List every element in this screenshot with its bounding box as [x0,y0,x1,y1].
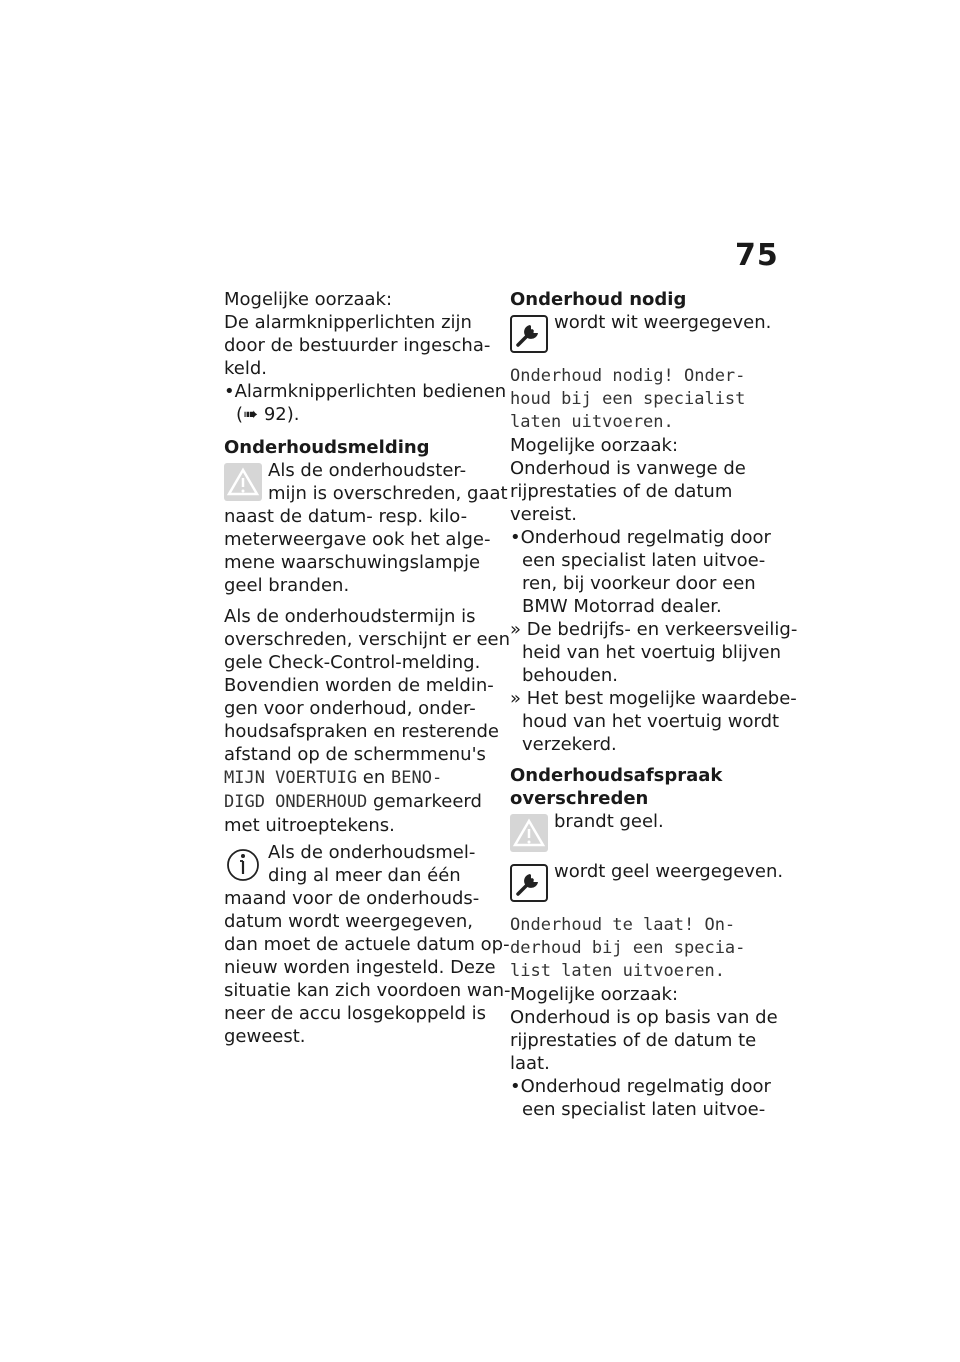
text-line: Onderhoud nodig! Onder- [510,366,746,386]
text-line: Onderhoud te laat! On- [510,915,736,935]
text-line: •Onderhoud regelmatig door [510,527,771,548]
text-line: vereist. [510,504,577,525]
wrench-icon [510,864,548,902]
text-line: meterweergave ook het alge- [224,529,491,550]
display-message [510,365,782,434]
bullet-item [510,1075,782,1121]
text-line: houd bij een specialist [510,389,746,409]
text-line: laten uitvoeren. [510,412,674,432]
section-heading: Onderhoudsmelding [224,437,430,458]
body-paragraph [224,605,511,837]
text-line: » De bedrijfs- en verkeersveilig- [510,619,798,640]
text-line: Als de onderhoudsmel- [268,842,476,863]
display-message [510,914,782,983]
text-line: brandt geel. [554,811,664,832]
text-line: neer de accu losgekoppeld is [224,1003,486,1024]
text-line: naast de datum- resp. kilo- [224,506,468,527]
connector-text: en [357,767,391,788]
text-line: overschreden, verschijnt er een [224,629,511,650]
page-reference-link[interactable]: (➠ 92). [236,404,300,425]
result-item [510,687,797,756]
warning-note [224,459,508,505]
text-line: De alarmknipperlichten zijn [224,312,472,333]
text-line: maand voor de onderhouds- [224,888,480,909]
cause-paragraph [224,288,492,380]
text-line: gen voor onderhoud, onder- [224,698,476,719]
warning-note [510,810,782,856]
text-line: houdsafspraken en resterende [224,721,500,742]
text-line: •Onderhoud regelmatig door [510,1076,771,1097]
result-item [510,618,798,687]
text-line: laat. [510,1053,550,1074]
text-line: wordt geel weergegeven. [554,861,784,882]
text-line: keld. [224,358,268,379]
text-line [224,790,492,814]
text-line: geel branden. [224,575,350,596]
warning-triangle-icon [224,463,262,501]
text-line: mene waarschuwingslampje [224,552,481,573]
menu-name: DIGD ONDERHOUD [224,792,368,812]
text-line: nieuw worden ingesteld. Deze [224,957,496,978]
text-line: situatie kan zich voordoen wan- [224,980,511,1001]
text-line: •Alarmknipperlichten bedienen [224,381,507,402]
warning-note-continued [224,505,492,597]
text-line: geweest. [224,1026,306,1047]
right-column [510,288,798,1121]
cause-paragraph [510,434,782,526]
text-line: heid van het voertuig blijven [522,642,782,663]
text-line: behouden. [522,665,618,686]
text-line: verzekerd. [522,734,617,755]
text-line: mijn is overschreden, gaat [268,483,508,504]
info-icon [224,845,262,883]
text-line: gele Check-Control-melding. [224,652,481,673]
text-line: Bovendien worden de meldin- [224,675,494,696]
bullet-item [510,526,782,618]
text-line: Als de onderhoudster- [268,460,467,481]
section-heading: Onderhoud nodig [510,289,687,310]
cause-paragraph [510,983,782,1075]
text-line: ren, bij voorkeur door een [522,573,756,594]
text-line: Mogelijke oorzaak: [510,435,679,456]
text-line: list laten uitvoeren. [510,961,725,981]
text-line: door de bestuurder ingescha- [224,335,491,356]
wrench-note [510,311,782,357]
text-line: houd van het voertuig wordt [522,711,780,732]
text-line: » Het best mogelijke waardebe- [510,688,797,709]
text-line: rijprestaties of de datum [510,481,733,502]
page-number: 75 [735,238,779,273]
wrench-icon [510,315,548,353]
text-line: BMW Motorrad dealer. [522,596,722,617]
text-line: wordt wit weergegeven. [554,312,772,333]
section-heading [510,764,782,810]
text-line: derhoud bij een specia- [510,938,746,958]
text-line: met uitroeptekens. [224,815,395,836]
warning-triangle-icon [510,814,548,852]
text-line: ding al meer dan één [268,865,461,886]
menu-name: BENO- [391,768,443,788]
text-line: dan moet de actuele datum op- [224,934,510,955]
bullet-item [224,380,507,426]
text-line: Mogelijke oorzaak: [224,289,393,310]
text-line: een specialist laten uitvoe- [522,1099,766,1120]
text-line: rijprestaties of de datum te [510,1030,757,1051]
info-note [224,841,492,887]
wrench-note [510,860,782,906]
text-line: Mogelijke oorzaak: [510,984,679,1005]
left-column [224,288,511,1048]
text-line: een specialist laten uitvoe- [522,550,766,571]
text-line: Als de onderhoudstermijn is [224,606,476,627]
text-line: afstand op de schermmenu's [224,744,486,765]
menu-name: MIJN VOERTUIG [224,768,358,788]
connector-text: gemarkeerd [367,791,482,812]
text-line [224,766,492,790]
text-line: Onderhoud is op basis van de [510,1007,778,1028]
text-line: Onderhoudsafspraak [510,765,723,786]
text-line: overschreden [510,788,649,809]
text-line: Onderhoud is vanwege de [510,458,746,479]
text-line: datum wordt weergegeven, [224,911,474,932]
info-note-continued [224,887,511,1048]
